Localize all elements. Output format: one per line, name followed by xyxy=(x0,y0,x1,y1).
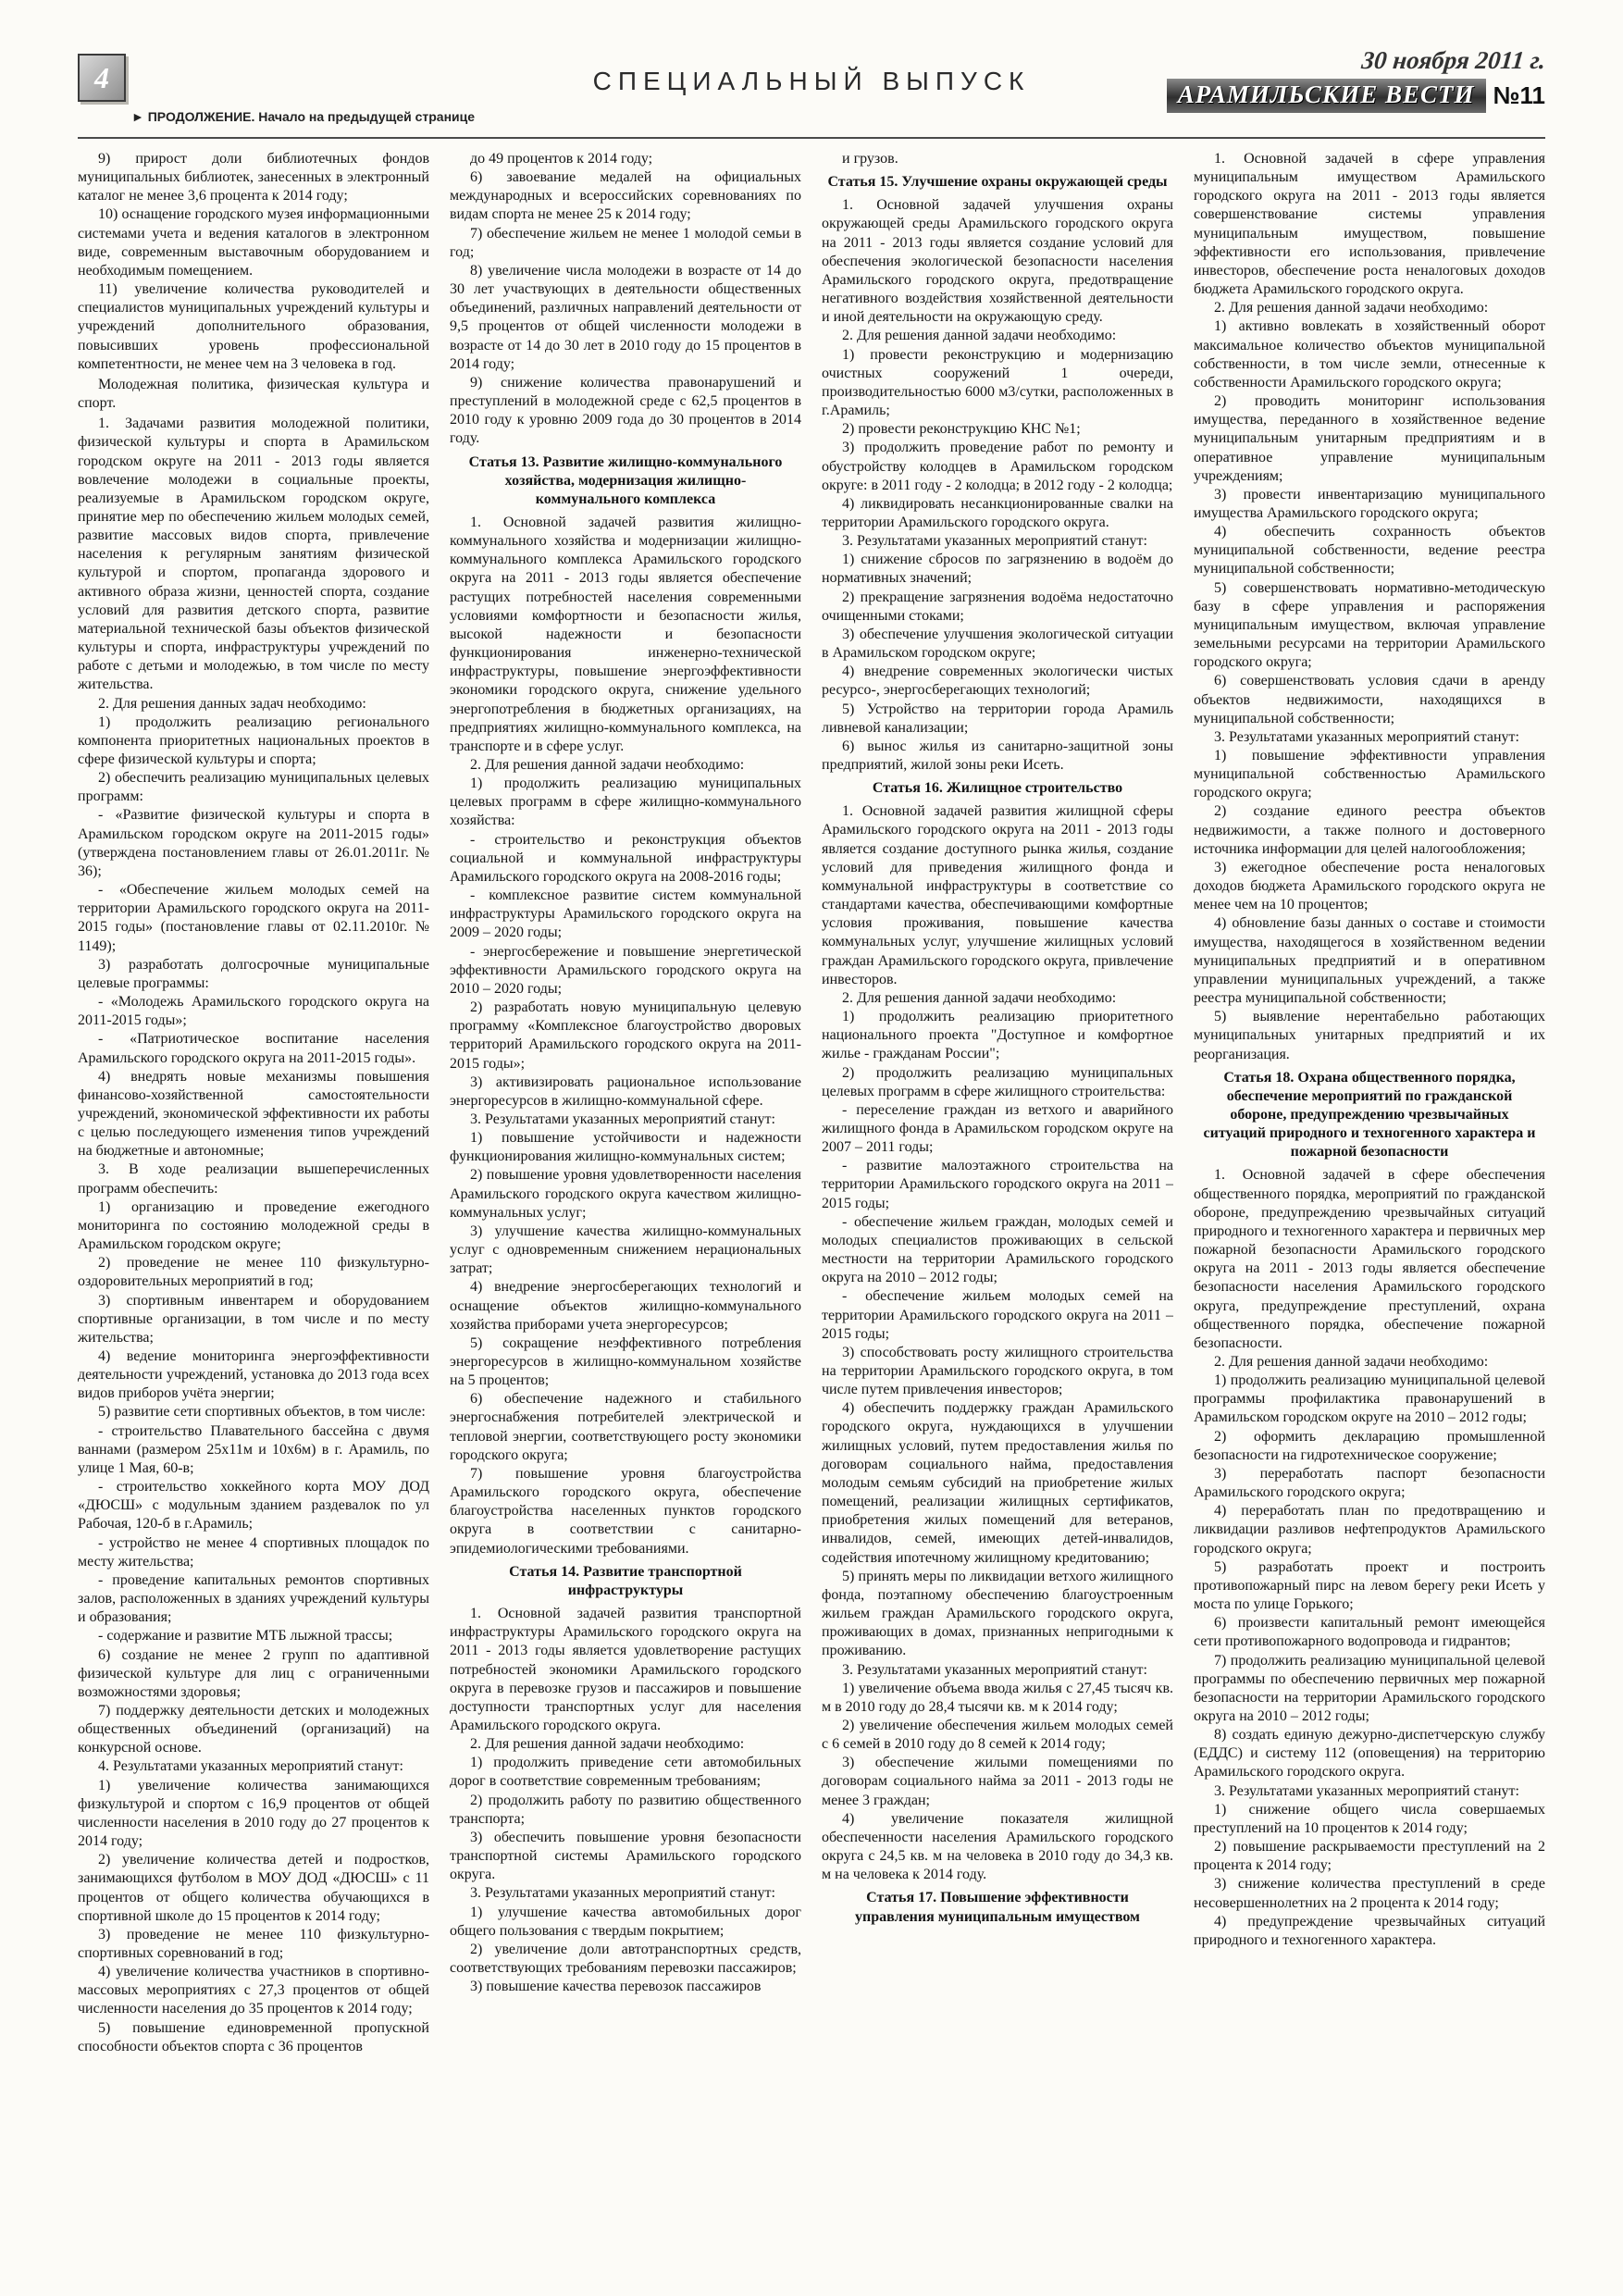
paragraph: 1) повышение устойчивости и надежности функционирования жилищно-коммунальных систем; xyxy=(450,1130,801,1165)
paragraph: 4) внедрение современных экологически чистых ресурсо-, энергосберегающих технологий; xyxy=(822,664,1173,699)
paragraph: 6) вынос жилья из санитарно-защитной зоны предприятий, жилой зоны реки Исеть. xyxy=(822,738,1173,773)
paragraph: 5) выявление нерентабельно работающих муниципальных унитарных предприятий и их реорганизация. xyxy=(1194,1009,1545,1062)
paragraph: 3) провести инвентаризацию муниципального имущества Арамильского городского округа; xyxy=(1194,486,1545,521)
paragraph: 1. Основной задачей в сфере управления муниципальным имуществом Арамильского городского округа на 2011 - 2013 годы является совершенствование системы управления муниципальным имуществом, повышение эффективности его использования, привлечение инвесторов, обеспечение роста неналоговых доходов бюджета Арамильского городского округа. xyxy=(1194,151,1545,298)
masthead-issue-number: №11 xyxy=(1493,81,1545,109)
masthead xyxy=(1167,79,1545,113)
paragraph: 1) повышение эффективности управления муниципальной собственностью Арамильского городского округа; xyxy=(1194,748,1545,801)
paragraph: 3. Результатами указанных мероприятий станут: xyxy=(1214,728,1519,745)
paragraph: 5) разработать проект и построить противопожарный пирс на левом берегу реки Исеть у моста по улице Горького; xyxy=(1194,1558,1545,1613)
paragraph: - устройство не менее 4 спортивных площадок по месту жительства; xyxy=(78,1534,429,1570)
paragraph: 2) прекращение загрязнения водоёма недостаточно очищенными стоками; xyxy=(822,589,1173,624)
paragraph: 1) активно вовлекать в хозяйственный оборот максимальное количество объектов муниципальной собственности, в том числе земли, отнесенные к собственности Арамильского городского округа; xyxy=(1194,318,1545,391)
paragraph: 3) обеспечить повышение уровня безопасности транспортной системы Арамильского городского округа. xyxy=(450,1829,801,1883)
paragraph: 9) снижение количества правонарушений и преступлений в молодежной среде с 62,5 процентов в 2010 году к уровню 2009 года до 30 процентов в 2014 году. xyxy=(450,374,801,447)
column-3 xyxy=(822,150,1173,2248)
columns xyxy=(78,150,1545,2248)
paragraph: 3) снижение количества преступлений в среде несовершеннолетних на 2 процента к 2014 году; xyxy=(1194,1876,1545,1911)
paragraph: 1) увеличение объема ввода жилья с 27,45 тысяч кв. м в 2010 году до 28,4 тысячи кв. м к 2014 году; xyxy=(822,1680,1173,1715)
paragraph: 3) разработать долгосрочные муниципальные целевые программы: xyxy=(78,956,429,991)
continuation-note: ► ПРОДОЛЖЕНИЕ. Начало на предыдущей странице xyxy=(131,109,476,124)
paragraph: - комплексное развитие систем коммунальной инфраструктуры Арамильского городского округа на 2009 – 2020 годы; xyxy=(450,887,801,941)
paragraph: - проведение капитальных ремонтов спортивных залов, расположенных в зданиях учреждений культуры и образования; xyxy=(78,1571,429,1626)
paragraph: 2. Для решения данной задачи необходимо: xyxy=(1214,300,1489,316)
column-2 xyxy=(450,150,801,2248)
paragraph: 1) продолжить приведение сети автомобильных дорог в соответствие современным требованиям; xyxy=(450,1755,801,1790)
paragraph: - «Патриотическое воспитание населения Арамильского городского округа на 2011-2015 годы». xyxy=(78,1031,429,1066)
paragraph: - развитие малоэтажного строительства на территории Арамильского городского округа на 2011 – 2015 годы; xyxy=(822,1158,1173,1211)
paragraph: 2) создание единого реестра объектов недвижимости, а также полного и достоверного источника информации для целей налогообложения; xyxy=(1194,803,1545,857)
paragraph: 5) совершенствовать нормативно-методическую базу в сфере управления и распоряжения муниципальным имуществом, включая управление земельными ресурсами на территории Арамильского городского округа; xyxy=(1194,579,1545,671)
paragraph: - строительство и реконструкция объектов социальной и коммунальной инфраструктуры Арамильского городского округа на 2008-2016 годы; xyxy=(450,831,801,885)
paragraph: 6) завоевание медалей на официальных международных и всероссийских соревнованиях по видам спорта не менее 25 к 2014 году; xyxy=(450,169,801,223)
article-heading: Статья 16. Жилищное строительство xyxy=(872,780,1123,797)
paragraph: - энергосбережение и повышение энергетической эффективности Арамильского городского округа на 2010 – 2020 годы; xyxy=(450,943,801,997)
paragraph: 8) создать единую дежурно-диспетчерскую службу (ЕДДС) и систему 112 (оповещения) на территорию Арамильского городского округа. xyxy=(1194,1727,1545,1781)
paragraph: 2) провести реконструкцию КНС №1; xyxy=(842,421,1081,438)
paragraph: 1) организацию и проведение ежегодного мониторинга по состоянию молодежной среды в Арамильском городском округе; xyxy=(78,1198,429,1253)
paragraph: 3. Результатами указанных мероприятий станут: xyxy=(470,1885,775,1902)
paragraph: 4) обеспечить сохранность объектов муниципальной собственности, ведение реестра муниципальной собственности; xyxy=(1194,524,1545,577)
issue-date: 30 ноября 2011 г. xyxy=(1359,46,1547,74)
paragraph: 11) увеличение количества руководителей и специалистов муниципальных учреждений культуры и учреждений дополнительного образования, повысивших уровень профессиональной компетентности, не менее чем на 3 человека в год. xyxy=(78,281,429,372)
paragraph: 1. Основной задачей развития транспортной инфраструктуры Арамильского городского округа на 2011 - 2013 годы является удовлетворение растущих потребностей экономики Арамильского городского округа в перевозке грузов и пассажиров и повышение доступности транспортных услуг для населения Арамильского городского округа. xyxy=(450,1606,801,1733)
paragraph: 1) увеличение количества занимающихся физкультурой и спортом с 16,9 процентов от общей численности населения в 2010 году до 27 процентов к 2014 году; xyxy=(78,1777,429,1850)
paragraph: 2) обеспечить реализацию муниципальных целевых программ: xyxy=(78,770,429,805)
paragraph: 2. Для решения данной задачи необходимо: xyxy=(470,757,745,773)
paragraph: 1. Основной задачей развития жилищно-коммунального хозяйства и модернизации жилищно-коммунального комплекса Арамильского городского округа на 2011 - 2013 годы является обеспечение растущих потребностей населения современными условиями комфортности и безопасности жилья, высокой надежности и безопасности функционирования инженерно-технической инфраструктуры, повышение энергоэффективности экономики городского округа, снижение удельного энергопотребления в бюджетных организациях, на предприятиях жилищно-коммунального комплекса, на транспорте и в сфере услуг. xyxy=(450,514,801,754)
paragraph: 1) продолжить реализацию муниципальной целевой программы профилактика правонарушений в Арамильском городском округе на 2010 – 2012 годы; xyxy=(1194,1372,1545,1426)
page-number: 4 xyxy=(78,54,126,102)
paragraph: 6) обеспечение надежного и стабильного энергоснабжения потребителей электрической и тепловой энергии, соответствующего росту экономики городского округа; xyxy=(450,1391,801,1463)
paragraph: 3) продолжить проведение работ по ремонту и обустройству колодцев в Арамильском городском округе: в 2011 году - 2 колодца; в 2012 году - 2 колодца; xyxy=(822,440,1173,493)
paragraph: 1) продолжить реализацию приоритетного национального проекта "Доступное и комфортное жилье - гражданам России"; xyxy=(822,1009,1173,1062)
paragraph: 2. Для решения данных задач необходимо: xyxy=(98,695,366,712)
paragraph: 3. Результатами указанных мероприятий станут: xyxy=(470,1111,775,1127)
paragraph: - строительство Плавательного бассейна с двумя ваннами (размером 25х11м и 10х6м) в г. Арамиль, по улице 1 Мая, 60-в; xyxy=(78,1422,429,1476)
paragraph: 2) увеличение доли автотранспортных средств, соответствующих требованиям перевозки пассажиров; xyxy=(450,1941,801,1976)
paragraph: - переселение граждан из ветхого и аварийного жилищного фонда в Арамильском городском округе на 2007 – 2011 годы; xyxy=(822,1101,1173,1156)
paragraph: 1) снижение сбросов по загрязнению в водоём до нормативных значений; xyxy=(822,552,1173,587)
article-heading: Статья 13. Развитие жилищно-коммунального хозяйства, модернизация жилищно-коммунального комплекса xyxy=(468,453,783,507)
paragraph: 2. Для решения данной задачи необходимо: xyxy=(470,1736,745,1753)
paragraph: 1) продолжить реализацию муниципальных целевых программ в сфере жилищно-коммунального хозяйства: xyxy=(450,776,801,829)
paragraph: 4) переработать план по предотвращению и ликвидации разливов нефтепродуктов Арамильского городского округа; xyxy=(1194,1503,1545,1557)
paragraph: до 49 процентов к 2014 году; xyxy=(470,151,653,167)
paragraph: 6) создание не менее 2 групп по адаптивной физической культуре для лиц с ограниченными возможностями здоровья; xyxy=(78,1646,429,1700)
paragraph: 2) увеличение обеспечения жильем молодых семей с 6 семей в 2010 году до 8 семей к 2014 году; xyxy=(822,1717,1173,1753)
paragraph: 2) повышение уровня удовлетворенности населения Арамильского городского округа качеством жилищно-коммунальных услуг; xyxy=(450,1167,801,1221)
article-heading: Статья 14. Развитие транспортной инфраструктуры xyxy=(509,1563,742,1598)
column-4 xyxy=(1194,150,1545,2248)
paragraph: 5) принять меры по ликвидации ветхого жилищного фонда, поэтапному обеспечению благоустроенным жильем граждан Арамильского городского округа, проживающих в домах, признанных непригодными к проживанию. xyxy=(822,1568,1173,1659)
paragraph: 4) увеличение количества участников в спортивно-массовых мероприятиях с 27,3 процентов от общей численности населения до 35 процентов к 2014 году; xyxy=(78,1964,429,2017)
paragraph: 8) увеличение числа молодежи в возрасте от 14 до 30 лет участвующих в деятельности общественных объединений, различных направлений деятельности от 9,5 процентов от общей численности молодежи в возрасте от 14 до 30 лет в 2010 году до 15 процентов в 2014 году; xyxy=(450,262,801,372)
paragraph: 7) продолжить реализацию муниципальной целевой программы по обеспечению первичных мер пожарной безопасности на территории Арамильского городского округа на 2010 – 2012 годы; xyxy=(1194,1652,1545,1724)
paragraph: 3) переработать паспорт безопасности Арамильского городского округа; xyxy=(1194,1465,1545,1501)
paragraph: 2) продолжить работу по развитию общественного транспорта; xyxy=(450,1792,801,1827)
paragraph: 3. Результатами указанных мероприятий станут: xyxy=(842,1661,1147,1678)
paragraph: - обеспечение жильем граждан, молодых семей и молодых специалистов проживающих в сельской местности на территории Арамильского городского округа на 2010 – 2012 годы; xyxy=(822,1213,1173,1286)
paragraph: 2. Для решения данной задачи необходимо: xyxy=(1214,1354,1489,1370)
paragraph: Молодежная политика, физическая культура и спорт. xyxy=(78,376,429,412)
paragraph: 3) способствовать росту жилищного строительства на территории Арамильского городского округа, в том числе путем привлечения инвесторов; xyxy=(822,1344,1173,1398)
article-heading: Статья 15. Улучшение охраны окружающей среды xyxy=(827,174,1168,191)
paragraph: 4) предупреждение чрезвычайных ситуаций природного и техногенного характера. xyxy=(1194,1913,1545,1948)
paragraph: 4) ведение мониторинга энергоэффективности деятельности учреждений, установка до 2013 года всех видов приборов учёта энергии; xyxy=(78,1348,429,1402)
page-header xyxy=(0,0,1623,139)
paragraph: 7) поддержку деятельности детских и молодежных общественных объединений (организаций) на конкурсной основе. xyxy=(78,1702,429,1756)
paragraph: 1) продолжить реализацию регионального компонента приоритетных национальных проектов в сфере физической культуры и спорта; xyxy=(78,714,429,767)
paragraph: 2) увеличение количества детей и подростков, занимающихся футболом в МОУ ДОД «ДЮСШ» с 11 процентов от общего количества обучающихся в спортивной школе до 15 процентов к 2014 году; xyxy=(78,1852,429,1924)
paragraph: 2. Для решения данной задачи необходимо: xyxy=(842,989,1117,1006)
paragraph: 2) продолжить реализацию муниципальных целевых программ в сфере жилищного строительства: xyxy=(822,1064,1173,1099)
paragraph: - «Молодежь Арамильского городского округа на 2011-2015 годы»; xyxy=(78,994,429,1029)
paragraph: 3) проведение не менее 110 физкультурно-спортивных соревнований в год; xyxy=(78,1926,429,1961)
paragraph: 4) ликвидировать несанкционированные свалки на территории Арамильского городского округа. xyxy=(822,495,1173,530)
paragraph: 3. Результатами указанных мероприятий станут: xyxy=(1214,1782,1519,1799)
paragraph: 5) повышение единовременной пропускной способности объектов спорта с 36 процентов xyxy=(78,2019,429,2054)
paragraph: 3) обеспечение улучшения экологической ситуации в Арамильском городском округе; xyxy=(822,626,1173,662)
paragraph: - строительство хоккейного корта МОУ ДОД «ДЮСШ» с модульным зданием раздевалок по ул Рабочая, 120-б в г.Арамиль; xyxy=(78,1479,429,1533)
paragraph: 10) оснащение городского музея информационными системами учета и ведения каталогов в электронном виде, современным выставочным оборудованием и необходимым помещением. xyxy=(78,206,429,279)
masthead-title: АРАМИЛЬСКИЕ ВЕСТИ xyxy=(1167,79,1486,113)
paragraph: 4. Результатами указанных мероприятий станут: xyxy=(98,1758,403,1775)
paragraph: 3) спортивным инвентарем и оборудованием спортивные организации, в том числе и по месту жительства; xyxy=(78,1292,429,1346)
paragraph: 3. Результатами указанных мероприятий станут: xyxy=(842,533,1147,550)
page-title: СПЕЦИАЛЬНЫЙ ВЫПУСК xyxy=(592,67,1031,95)
paragraph: - содержание и развитие МТБ лыжной трассы; xyxy=(98,1628,393,1644)
paragraph: - «Развитие физической культуры и спорта в Арамильском городском округе на 2011-2015 годы» (утверждена постановлением главы от 26.01.2011г. № 36); xyxy=(78,807,429,879)
paragraph: 5) развитие сети спортивных объектов, в том числе: xyxy=(98,1404,426,1421)
paragraph: и грузов. xyxy=(842,151,898,167)
header-divider xyxy=(78,137,1545,139)
article-heading: Статья 17. Повышение эффективности управления муниципальным имуществом xyxy=(855,1890,1140,1925)
paragraph: 2) проведение не менее 110 физкультурно-оздоровительных мероприятий в год; xyxy=(78,1255,429,1290)
paragraph: 5) сокращение неэффективного потребления энергоресурсов в жилищно-коммунальном хозяйстве на 5 процентов; xyxy=(450,1334,801,1389)
paragraph: 4) обеспечить поддержку граждан Арамильского городского округа, нуждающихся в улучшении жилищных условий, путем предоставления жилья по договорам социального найма, предоставления молодым семьям субсидий на приобретение жилых помещений, реализации жилищных сертификатов, приобретения жилых помещений для ветеранов, инвалидов, семей, имеющих детей-инвалидов, содействия ипотечному жилищному кредитованию; xyxy=(822,1400,1173,1566)
paragraph: 4) обновление базы данных о составе и стоимости имущества, находящегося в хозяйственном ведении муниципальных предприятий и в оперативном управлении муниципальных учреждений, а также реестра муниципальной собственности; xyxy=(1194,915,1545,1007)
paragraph: 6) произвести капитальный ремонт имеющейся сети противопожарного водопровода и гидрантов; xyxy=(1194,1615,1545,1650)
masthead-block xyxy=(1167,46,1545,113)
paragraph: 2) проводить мониторинг использования имущества, переданного в хозяйственное ведение муниципальным унитарным предприятиям и в оперативное управление муниципальным учреждениям; xyxy=(1194,393,1545,484)
paragraph: 1. Основной задачей улучшения охраны окружающей среды Арамильского городского округа на 2011 - 2013 годы является создание условий для обеспечения экологической безопасности населения Арамильского городского округа, предотвращение негативного воздействия хозяйственной деятельности и иной деятельности на окружающую среду. xyxy=(822,197,1173,326)
paragraph: 7) обеспечение жильем не менее 1 молодой семьи в год; xyxy=(450,225,801,260)
paragraph: 4) внедрять новые механизмы повышения финансово-хозяйственной самостоятельности учреждений, экономической эффективности их работы с целью последующего изменения типов учреждений на бюджетные и автономные; xyxy=(78,1068,429,1160)
paragraph: 1) снижение общего числа совершаемых преступлений на 10 процентов к 2014 году; xyxy=(1194,1801,1545,1836)
paragraph: 3) улучшение качества жилищно-коммунальных услуг с одновременным снижением нерациональных затрат; xyxy=(450,1222,801,1277)
paragraph: 4) увеличение показателя жилищной обеспеченности населения Арамильского городского округа с 24,5 кв. м на человека в 2010 году до 34,3 кв. м на человека к 2014 году. xyxy=(822,1810,1173,1883)
paragraph: 4) внедрение энергосберегающих технологий и оснащение объектов жилищно-коммунального хозяйства приборами учета энергоресурсов; xyxy=(450,1279,801,1333)
paragraph: 2. Для решения данной задачи необходимо: xyxy=(842,328,1117,344)
paragraph: 1. Основной задачей в сфере обеспечения общественного порядка, мероприятий по гражданской обороне, предупреждению чрезвычайных ситуаций природного и техногенного характера и первичных мер пожарной безопасности Арамильского городского округа на 2011 - 2013 годы является обеспечение безопасности населения Арамильского городского округа, предупреждение преступлений, охрана общественного порядка, обеспечение пожарной безопасности. xyxy=(1194,1167,1545,1351)
paragraph: 1. Задачами развития молодежной политики, физической культуры и спорта в Арамильском городском округе на 2011 - 2013 годы является вовлечение молодежи в социальные проекты, реализуемые в Арамильском городском округе, принятие мер по обеспечению жильем молодых семей, развитие массовых видов спорта, привлечение населения к регулярным занятиям физической культурой и спортом, пропаганда здорового и активного образа жизни, ценностей спорта, создание условий для развития детского спорта, развитие материальной технической базы объектов физической культуры и спорта, инфраструктуры учреждений по работе с детьми и молодежью, в том числе по месту жительства. xyxy=(78,416,429,693)
paragraph: 3) повышение качества перевозок пассажиров xyxy=(470,1979,762,1995)
paragraph: 1. Основной задачей развития жилищной сферы Арамильского городского округа на 2011 - 2013 годы является создание доступного рынка жилья, создание условий для приведения жилищного фонда и коммунальной инфраструктуры в соответствие со стандартами качества, обеспечивающими комфортные условия проживания, повышение качества коммунальных услуг, улучшение жилищных условий граждан Арамильского городского округа, привлечение инвесторов. xyxy=(822,803,1173,987)
paragraph: 1) улучшение качества автомобильных дорог общего пользования с твердым покрытием; xyxy=(450,1904,801,1939)
paragraph: 7) повышение уровня благоустройства Арамильского городского округа, обеспечение благоустройства населенных пунктов городского округа в соответствии с санитарно-эпидемиологическими требованиями. xyxy=(450,1465,801,1557)
paragraph: 3. В ходе реализации вышеперечисленных программ обеспечить: xyxy=(78,1161,429,1197)
paragraph: 1) провести реконструкцию и модернизацию очистных сооружений 1 очереди, производительностью 6000 м3/сутки, расположенных в г.Арамиль; xyxy=(822,346,1173,419)
paragraph: 3) активизировать рациональное использование энергоресурсов в жилищно-коммунальной сфере. xyxy=(450,1074,801,1109)
paragraph: 2) разработать новую муниципальную целевую программу «Комплексное благоустройство дворовых территорий Арамильского городского округа на 2011-2015 годы»; xyxy=(450,999,801,1072)
paragraph: 2) оформить декларацию промышленной безопасности на гидротехническое сооружение; xyxy=(1194,1428,1545,1463)
paragraph: 5) Устройство на территории города Арамиль ливневой канализации; xyxy=(822,701,1173,736)
paragraph: 2) повышение раскрываемости преступлений на 2 процента к 2014 году; xyxy=(1194,1839,1545,1874)
article-heading: Статья 18. Охрана общественного порядка, обеспечение мероприятий по гражданской обороне, предупреждению чрезвычайных ситуаций природного и техногенного характера и пожарной безопасности xyxy=(1203,1069,1536,1160)
paragraph: 3) ежегодное обеспечение роста неналоговых доходов бюджета Арамильского городского округа не менее чем на 10 процентов; xyxy=(1194,859,1545,913)
column-1 xyxy=(78,150,429,2248)
paragraph: 9) прирост доли библиотечных фондов муниципальных библиотек, занесенных в электронный каталог не менее 3,6 процента к 2014 году; xyxy=(78,151,429,205)
paragraph: 6) совершенствовать условия сдачи в аренду объектов недвижимости, находящихся в муниципальной собственности; xyxy=(1194,673,1545,726)
paragraph: - обеспечение жильем молодых семей на территории Арамильского городского округа на 2011 – 2015 годы; xyxy=(822,1288,1173,1342)
paragraph: 3) обеспечение жилыми помещениями по договорам социального найма за 2011 - 2013 годы не менее 3 граждан; xyxy=(822,1755,1173,1808)
paragraph: - «Обеспечение жильем молодых семей на территории Арамильского городского округа на 2011-2015 годы» (постановление главы от 02.11.2010г. № 1149); xyxy=(78,882,429,954)
